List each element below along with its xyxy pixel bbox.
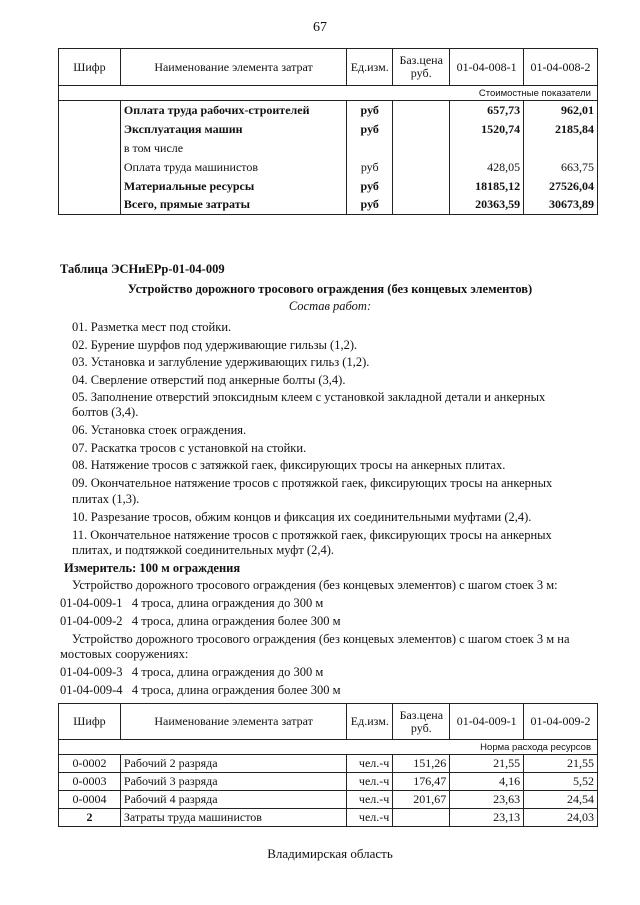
description-2: Устройство дорожного тросового ограждения (без концевых элементов) с шагом стоек 3 м на xyxy=(72,632,570,646)
work-item: 07. Раскатка тросов с установкой на стойки. xyxy=(72,441,307,455)
row-code: 0-0002 xyxy=(59,755,121,773)
row-name: Рабочий 3 разряда xyxy=(120,773,346,791)
row-value-2: 2185,84 xyxy=(524,120,598,139)
row-value-1: 657,73 xyxy=(450,101,524,120)
description-2-cont: мостовых сооружениях: xyxy=(60,647,189,661)
item-text: 4 троса, длина ограждения более 300 м xyxy=(131,614,341,628)
item-text: 4 троса, длина ограждения более 300 м xyxy=(131,683,341,697)
work-item: 04. Сверление отверстий под анкерные болты (3,4). xyxy=(72,373,346,387)
work-item-cont: болтов (3,4). xyxy=(72,405,139,419)
row-code: 0-0004 xyxy=(59,791,121,809)
row-name: Оплата труда рабочих-строителей xyxy=(120,101,346,120)
work-item: 06. Установка стоек ограждения. xyxy=(72,423,247,437)
row-code: 0-0003 xyxy=(59,773,121,791)
row-value-1: 428,05 xyxy=(450,158,524,177)
row-value-1: 23,13 xyxy=(450,809,524,827)
code-item xyxy=(60,596,323,611)
header-price: Баз.цена руб. xyxy=(393,704,450,740)
header-code: Шифр xyxy=(59,704,121,740)
work-item-cont: плитах (1,3). xyxy=(72,492,140,506)
work-item-cont: плитах, и подтяжкой соединительных муфт (2,4). xyxy=(72,543,335,557)
row-unit: руб xyxy=(347,101,393,120)
cost-table-1 xyxy=(58,48,598,215)
row-value-2: 5,52 xyxy=(524,773,598,791)
code-item xyxy=(60,683,341,698)
row-name: Оплата труда машинистов xyxy=(120,158,346,177)
row-name: Рабочий 4 разряда xyxy=(120,791,346,809)
header-price: Баз.цена руб. xyxy=(393,49,450,86)
footer-region: Владимирская область xyxy=(267,846,393,861)
work-item: 01. Разметка мест под стойки. xyxy=(72,320,232,334)
item-text: 4 троса, длина ограждения до 300 м xyxy=(131,665,324,679)
row-value-1: 18185,12 xyxy=(450,177,524,196)
row-unit: чел.-ч xyxy=(347,773,393,791)
row-price xyxy=(393,809,450,827)
work-item: 02. Бурение шурфов под удерживающие гильзы (1,2). xyxy=(72,338,358,352)
header-col2: 01-04-008-2 xyxy=(524,49,598,86)
item-code: 01-04-009-2 xyxy=(60,614,123,628)
row-unit: чел.-ч xyxy=(347,809,393,827)
row-unit: руб xyxy=(347,177,393,196)
work-item: 11. Окончательное натяжение тросов с протяжкой гаек, фиксирующих тросы на анкерных xyxy=(72,528,552,542)
row-name: в том числе xyxy=(120,139,346,158)
row-value-2: 962,01 xyxy=(524,101,598,120)
header-name: Наименование элемента затрат xyxy=(120,704,346,740)
row-name: Всего, прямые затраты xyxy=(120,196,346,215)
work-item: 10. Разрезание тросов, обжим концов и фиксация их соединительными муфтами (2,4). xyxy=(72,510,532,524)
header-col1: 01-04-008-1 xyxy=(450,49,524,86)
resources-table xyxy=(58,703,598,827)
code-item xyxy=(60,614,341,629)
work-item: 09. Окончательное натяжение тросов с протяжкой гаек, фиксирующих тросы на анкерных xyxy=(72,476,553,490)
header-code: Шифр xyxy=(59,49,121,86)
row-value-2: 24,54 xyxy=(524,791,598,809)
table-label: Таблица ЭСНиЕРр-01-04-009 xyxy=(60,262,225,276)
section-subtitle: Состав работ: xyxy=(288,299,372,313)
row-value-1: 1520,74 xyxy=(450,120,524,139)
row-value-1: 21,55 xyxy=(450,755,524,773)
work-item: 08. Натяжение тросов с затяжкой гаек, фиксирующих тросы на анкерных плитах. xyxy=(72,458,506,472)
description-1: Устройство дорожного тросового ограждения (без концевых элементов) с шагом стоек 3 м: xyxy=(72,578,558,592)
header-col1: 01-04-009-1 xyxy=(450,704,524,740)
table-subheader: Норма расхода ресурсов xyxy=(59,740,598,755)
work-item: 03. Установка и заглубление удерживающих гильз (1,2). xyxy=(72,355,370,369)
page-number: 67 xyxy=(313,20,327,35)
meter: Измеритель: 100 м ограждения xyxy=(64,561,241,575)
header-unit: Ед.изм. xyxy=(347,704,393,740)
row-unit: руб xyxy=(347,120,393,139)
row-name: Рабочий 2 разряда xyxy=(120,755,346,773)
row-value-1: 20363,59 xyxy=(450,196,524,215)
row-price: 201,67 xyxy=(393,791,450,809)
work-item: 05. Заполнение отверстий эпоксидным клеем с установкой закладной детали и анкерных xyxy=(72,390,546,404)
table-subheader: Стоимостные показатели xyxy=(59,86,598,101)
header-col2: 01-04-009-2 xyxy=(524,704,598,740)
row-name: Материальные ресурсы xyxy=(120,177,346,196)
section-title: Устройство дорожного тросового ограждения (без концевых элементов) xyxy=(127,282,533,296)
row-value-2: 24,03 xyxy=(524,809,598,827)
header-unit: Ед.изм. xyxy=(347,49,393,86)
row-unit: чел.-ч xyxy=(347,755,393,773)
row-value-2: 27526,04 xyxy=(524,177,598,196)
row-unit: чел.-ч xyxy=(347,791,393,809)
item-code: 01-04-009-1 xyxy=(60,596,123,610)
row-name: Эксплуатация машин xyxy=(120,120,346,139)
header-name: Наименование элемента затрат xyxy=(120,49,346,86)
row-value-1: 4,16 xyxy=(450,773,524,791)
row-name: Затраты труда машинистов xyxy=(120,809,346,827)
row-price: 151,26 xyxy=(393,755,450,773)
row-value-2: 21,55 xyxy=(524,755,598,773)
row-unit: руб xyxy=(347,196,393,215)
row-code: 2 xyxy=(59,809,121,827)
row-unit: руб xyxy=(347,158,393,177)
item-text: 4 троса, длина ограждения до 300 м xyxy=(131,596,324,610)
row-value-2: 663,75 xyxy=(524,158,598,177)
code-item xyxy=(60,665,323,680)
row-value-2: 30673,89 xyxy=(524,196,598,215)
row-value-1: 23,63 xyxy=(450,791,524,809)
item-code: 01-04-009-3 xyxy=(60,665,123,679)
row-price: 176,47 xyxy=(393,773,450,791)
item-code: 01-04-009-4 xyxy=(60,683,123,697)
